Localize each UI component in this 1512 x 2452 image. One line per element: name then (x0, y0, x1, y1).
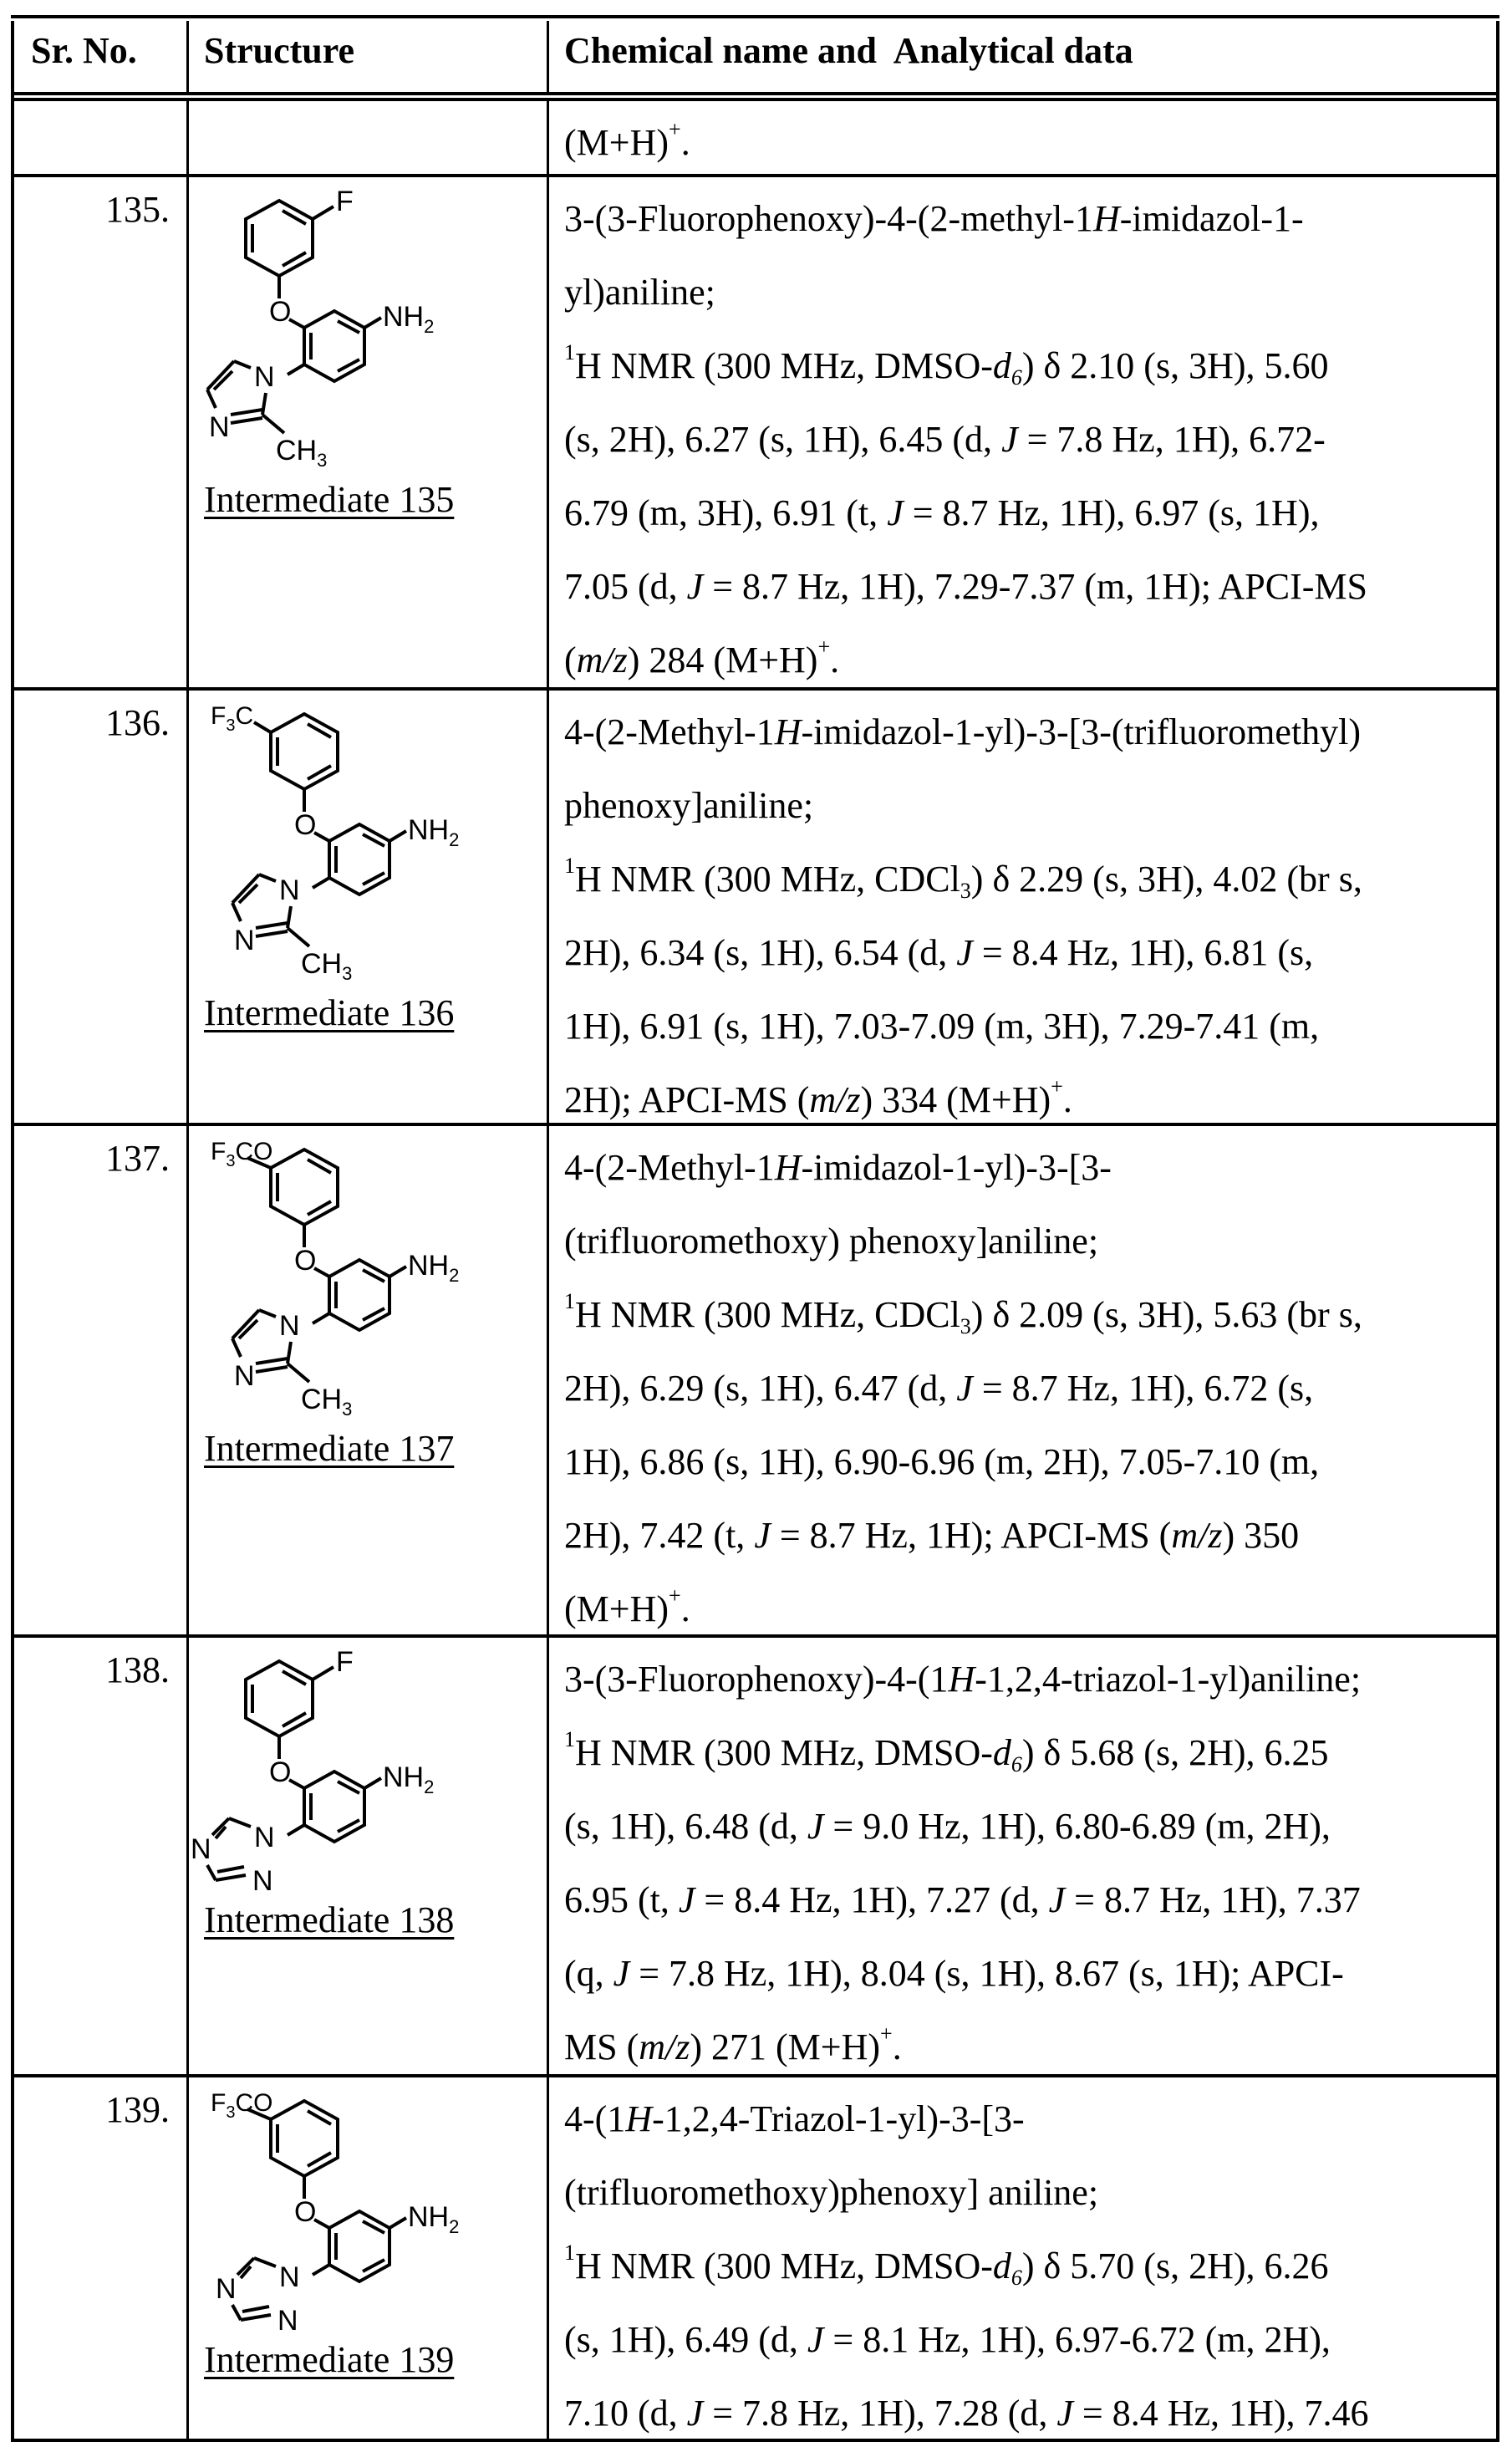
triazole-n1-label: N (279, 2261, 300, 2293)
imidazole-n3-label: N (234, 925, 255, 956)
methyl-label: $CH_3$ (301, 1384, 353, 1420)
imidazole-n3-label: N (234, 1360, 255, 1392)
chemical-structure-1 (204, 699, 538, 983)
sr-no-cell: 137. (14, 1126, 189, 1634)
nmr-data-line: $^1$H NMR (300 MHz, CDCl$_3$) δ 2.09 (s, 3H), 5.63 (br s, (564, 1289, 1362, 1338)
oxygen-label: O (269, 296, 292, 328)
imidazole-n1-label: N (279, 874, 300, 906)
nmr-data-line: 2H), 7.42 (t, J = 8.7 Hz, 1H); APCI-MS (m/z) 350 (564, 1515, 1300, 1556)
nmr-data-line: 2H), 6.29 (s, 1H), 6.47 (d, J = 8.7 Hz, 1H), 6.72 (s, (564, 1368, 1314, 1409)
chemical-data-cell (549, 1126, 1496, 1634)
oxygen-label: O (269, 1756, 292, 1788)
intermediate-label: Intermediate 138 (204, 1899, 455, 1940)
nmr-data-line: 6.95 (t, J = 8.4 Hz, 1H), 7.27 (d, J = 8.7 Hz, 1H), 7.37 (564, 1879, 1361, 1920)
triazole-n4-label: N (191, 1833, 211, 1865)
substituent-label: $F_3CO$ (211, 1138, 273, 1170)
amine-label: $NH_2$ (383, 1761, 435, 1797)
table-row (11, 2074, 1499, 2442)
methyl-label: $CH_3$ (276, 435, 328, 471)
amine-label: $NH_2$ (383, 301, 435, 337)
intermediate-label: Intermediate 139 (204, 2339, 455, 2380)
header-chemical-name: Chemical name and Analytical data (564, 30, 1133, 71)
table-row (11, 687, 1499, 1123)
chemical-name-line: 4-(2-Methyl-1H-imidazol-1-yl)-3-[3-(trifluoromethyl) (564, 711, 1362, 752)
nmr-data-line: 6.79 (m, 3H), 6.91 (t, J = 8.7 Hz, 1H), 6.97 (s, 1H), (564, 492, 1320, 533)
nmr-data-line: (q, J = 7.8 Hz, 1H), 8.04 (s, 1H), 8.67 (s, 1H); APCI- (564, 1953, 1344, 1994)
structure-cell (189, 1638, 549, 2074)
substituent-label: $F_3C$ (211, 702, 254, 735)
nmr-data-line: $^1$H NMR (300 MHz, DMSO-$d_6$) δ 2.10 (s, 3H), 5.60 (564, 340, 1329, 390)
chemical-data-cell (549, 177, 1496, 687)
table-row (11, 174, 1499, 687)
oxygen-label: O (294, 809, 317, 841)
triazole-n1-label: N (254, 1822, 275, 1853)
nmr-data-line: MS (m/z) 271 (M+H)+. (564, 2021, 902, 2067)
chemical-structure-4 (204, 2086, 538, 2370)
chemical-structure-3 (191, 1646, 538, 1930)
nmr-data-line: 7.10 (d, J = 7.8 Hz, 1H), 7.28 (d, J = 8.4 Hz, 1H), 7.46 (564, 2393, 1369, 2434)
sr-no-cell: 136. (14, 691, 189, 1123)
table-header-row (11, 21, 1499, 92)
nmr-data-line: $^1$H NMR (300 MHz, DMSO-$d_6$) δ 5.70 (s, 2H), 6.26 (564, 2240, 1329, 2290)
nmr-data-line: 1H), 6.86 (s, 1H), 6.90-6.96 (m, 2H), 7.05-7.10 (m, (564, 1441, 1320, 1482)
chemical-structure-0 (204, 186, 538, 470)
nmr-data-line: $^1$H NMR (300 MHz, CDCl$_3$) δ 2.29 (s, 3H), 4.02 (br s, (564, 854, 1362, 903)
intermediate-label: Intermediate 135 (204, 479, 455, 520)
chemical-name-line: 3-(3-Fluorophenoxy)-4-(1H-1,2,4-triazol-1-yl)aniline; (564, 1659, 1362, 1700)
imidazole-n1-label: N (279, 1310, 300, 1342)
chemical-name-line: yl)aniline; (564, 272, 715, 313)
amine-label: $NH_2$ (408, 2201, 460, 2237)
chemical-name-line: (trifluoromethoxy) phenoxy]aniline; (564, 1221, 1099, 1262)
triazole-n2-label: N (277, 2305, 298, 2337)
chemical-structure-2 (204, 1134, 538, 1419)
chemical-data-cell (549, 1638, 1496, 2074)
nmr-data-line: (s, 1H), 6.49 (d, J = 8.1 Hz, 1H), 6.97-6.72 (m, 2H), (564, 2319, 1331, 2360)
nmr-data-line: 7.05 (d, J = 8.7 Hz, 1H), 7.29-7.37 (m, 1H); APCI-MS (564, 566, 1367, 607)
structure-cell (189, 1126, 549, 1634)
sr-no-cell: 135. (14, 177, 189, 687)
triazole-n4-label: N (216, 2273, 237, 2305)
nmr-data-line: 2H); APCI-MS (m/z) 334 (M+H)+. (564, 1074, 1072, 1120)
imidazole-n1-label: N (254, 361, 275, 393)
amine-label: $NH_2$ (408, 1250, 460, 1286)
structure-cell (189, 177, 549, 687)
structure-cell (189, 691, 549, 1123)
chemical-name-line: (trifluoromethoxy)phenoxy] aniline; (564, 2172, 1099, 2213)
continuation-text: (M+H)+. (564, 117, 690, 163)
chemical-data-cell (549, 2077, 1496, 2439)
fluoro-label: F (336, 186, 354, 217)
intermediate-label: Intermediate 136 (204, 992, 455, 1033)
triazole-n2-label: N (252, 1865, 273, 1897)
chemical-name-line: phenoxy]aniline; (564, 785, 814, 826)
table-row-continuation (11, 101, 1499, 174)
substituent-label: $F_3CO$ (211, 2089, 273, 2122)
nmr-data-line: (m/z) 284 (M+H)+. (564, 635, 840, 681)
sr-no-cell: 139. (14, 2077, 189, 2439)
structure-cell (189, 2077, 549, 2439)
nmr-data-line: $^1$H NMR (300 MHz, DMSO-$d_6$) δ 5.68 (s, 2H), 6.25 (564, 1727, 1329, 1777)
nmr-data-line: (s, 2H), 6.27 (s, 1H), 6.45 (d, J = 7.8 Hz, 1H), 6.72- (564, 419, 1326, 460)
methyl-label: $CH_3$ (301, 948, 353, 984)
chemical-name-line: 3-(3-Fluorophenoxy)-4-(2-methyl-1H-imidazol-1- (564, 198, 1304, 239)
fluoro-label: F (336, 1646, 354, 1678)
nmr-data-line: 1H), 6.91 (s, 1H), 7.03-7.09 (m, 3H), 7.29-7.41 (m, (564, 1006, 1320, 1047)
nmr-data-line: 2H), 6.34 (s, 1H), 6.54 (d, J = 8.4 Hz, 1H), 6.81 (s, (564, 932, 1314, 973)
oxygen-label: O (294, 1245, 317, 1277)
table-row (11, 1123, 1499, 1634)
chemical-name-line: 4-(2-Methyl-1H-imidazol-1-yl)-3-[3- (564, 1147, 1112, 1188)
chemical-data-cell (549, 691, 1496, 1123)
table-row (11, 1634, 1499, 2074)
header-sr-no: Sr. No. (14, 21, 189, 92)
sr-no-cell: 138. (14, 1638, 189, 2074)
analytical-data-table (11, 15, 1499, 2442)
nmr-data-line: (s, 1H), 6.48 (d, J = 9.0 Hz, 1H), 6.80-6.89 (m, 2H), (564, 1806, 1331, 1847)
nmr-data-line: (M+H)+. (564, 1583, 690, 1629)
intermediate-label: Intermediate 137 (204, 1428, 455, 1469)
header-structure: Structure (189, 21, 549, 92)
imidazole-n3-label: N (209, 411, 230, 443)
oxygen-label: O (294, 2196, 317, 2228)
chemical-name-line: 4-(1H-1,2,4-Triazol-1-yl)-3-[3- (564, 2098, 1025, 2139)
amine-label: $NH_2$ (408, 814, 460, 850)
